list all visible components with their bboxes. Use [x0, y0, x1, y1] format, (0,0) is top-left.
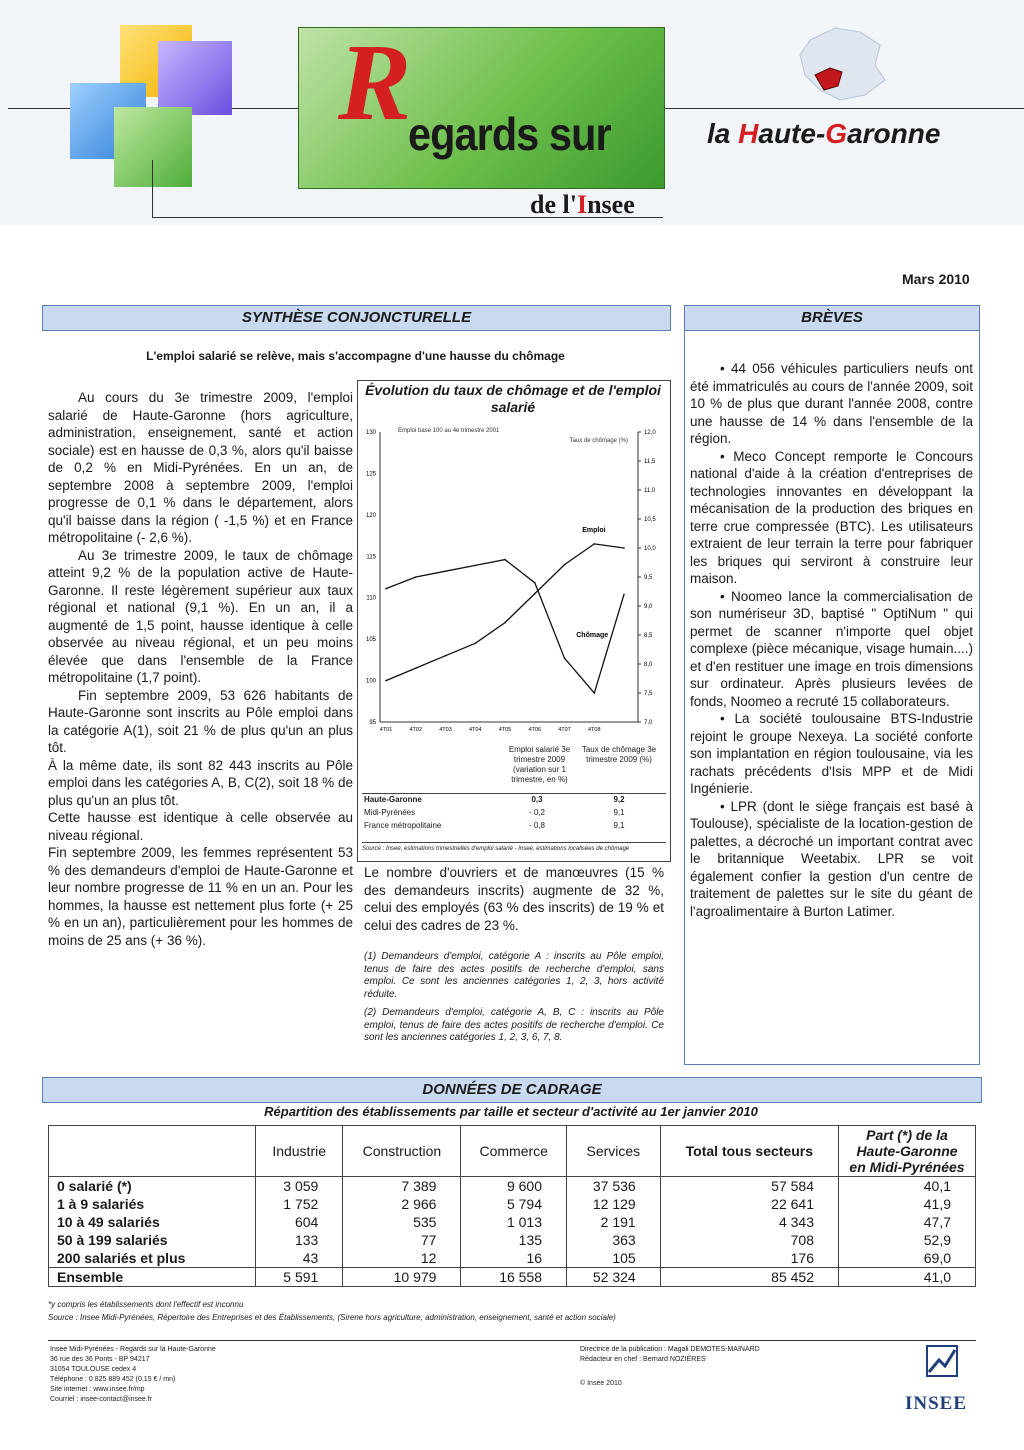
series-line-chômage	[386, 560, 624, 693]
table-cell: 363	[567, 1231, 661, 1249]
left-axis-label: Emploi base 100 au 4e trimestre 2001	[398, 428, 500, 434]
table-cell: 57 584	[660, 1177, 838, 1196]
synthese-mid-column	[364, 864, 664, 934]
table-cell: 5 591	[256, 1268, 343, 1287]
chart-svg	[358, 420, 668, 750]
chart-table-row	[362, 807, 666, 820]
data-point	[623, 594, 625, 596]
row-value: 9,1	[613, 808, 625, 817]
cadrage-note: *y compris les établissements dont l'effectif est inconnu	[48, 1300, 244, 1309]
footer-line: Rédacteur en chef : Bernard NOZIÈRES	[580, 1356, 706, 1363]
table-cell: 85 452	[660, 1268, 838, 1287]
table-cell: 3 059	[256, 1177, 343, 1196]
table-header-cell: Services	[567, 1126, 661, 1177]
paragraph: Au cours du 3e trimestre 2009, l'emploi salarié de Haute-Garonne (hors agriculture, administration, enseignement, santé et action sociale) est en hausse de 0,3 %, alors qu'il baisse de 0,2 % en Midi-Pyrénées. En un an, de septembre 2008 à septembre 2009, l'emploi progresse de 0,1 % dans le département, alors qu'il baisse dans la région ( -1,5 %) et en France métropolitaine (- 2,6 %).	[48, 390, 353, 545]
table-row	[49, 1177, 976, 1196]
x-tick-label: 4T04	[468, 727, 482, 733]
x-tick-label: 4T02	[409, 727, 423, 733]
breves-column	[690, 360, 973, 920]
x-tick-label: 4T03	[439, 727, 452, 733]
table-cell: 43	[256, 1249, 343, 1268]
table-cell: 12	[343, 1249, 461, 1268]
table-header-cell: Commerce	[461, 1126, 567, 1177]
table-cell: 9 600	[461, 1177, 567, 1196]
footer-line: Directrice de la publication : Magali DEMOTES-MAINARD	[580, 1346, 760, 1353]
x-tick-label: 4T08	[587, 727, 601, 733]
cadrage-subtitle: Répartition des établissements par taille et secteur d'activité au 1er janvier 2010	[264, 1104, 758, 1119]
table-cell: 10 979	[343, 1268, 461, 1287]
footer-line: © Insee 2010	[580, 1380, 622, 1387]
row-value: - 0,8	[528, 821, 545, 830]
table-cell: 708	[660, 1231, 838, 1249]
table-cell: 16 558	[461, 1268, 567, 1287]
table-cell: 4 343	[660, 1213, 838, 1231]
europe-map-icon	[780, 20, 900, 110]
row-label: France métropolitaine	[364, 821, 442, 830]
table-cell: 105	[567, 1249, 661, 1268]
breve-item: • Meco Concept remporte le Concours national d'aide à la création d'entreprises de technologies innovantes en développant la mécanisation de la production des briques en terre crue compressée (BTC). Les utilisateurs extraient de leur terrain la terre pour fabriquer les briques qui serviront à construire leur maison.	[690, 448, 973, 586]
data-point	[564, 564, 566, 566]
paragraph: Fin septembre 2009, 53 626 habitants de Haute-Garonne sont inscrits au Pôle emploi dans la catégorie A(1), soit 21 % de plus qu'un an plus tôt.	[48, 687, 353, 755]
paragraph: Fin septembre 2009, les femmes représentent 53 % des demandeurs d'emploi de Haute-Garonne et leur nombre progresse de 11 % en un an. Pour les hommes, la hausse est nettement plus forte (+ 25 % en un an), particulièrement pour les hommes de moins de 25 ans (+ 36 %).	[48, 845, 353, 948]
x-tick-label: 4T06	[528, 727, 542, 733]
left-tick-label: 120	[365, 512, 376, 519]
row-value: 0,3	[531, 795, 543, 804]
row-label: Ensemble	[49, 1268, 256, 1287]
table-cell: 52,9	[839, 1231, 976, 1249]
publication-title: R egards sur	[338, 21, 611, 160]
breve-item: • La société toulousaine BTS-Industrie rejoint le groupe Nexeya. La société conforte son implantation en région toulousaine, via les rachats précédents d'Isis MPP et de Midi Ingénierie.	[690, 711, 973, 796]
footnote-2: (2) Demandeurs d'emploi, catégorie A, B, C : inscrits au Pôle emploi, tenus de faire des actes positifs de recherche d'emploi. Ce sont les anciennes catégories 1, 2, 3, 6, 7, 8.	[364, 1007, 664, 1043]
paragraph: Le nombre d'ouvriers et de manœuvres (15 % des demandeurs inscrits) augmente de 32 %, celui des employés (63 % des inscrits) de 19 % et celui des cadres de 23 %.	[364, 865, 664, 933]
footer-line: Courriel : insee-contact@insee.fr	[50, 1396, 153, 1403]
region-title: la Haute-Garonne	[707, 118, 941, 149]
right-axis-label: Taux de chômage (%)	[569, 438, 628, 444]
left-tick-label: 130	[365, 430, 376, 436]
table-cell: 2 191	[567, 1213, 661, 1231]
table-cell: 22 641	[660, 1195, 838, 1213]
table-header-cell: Industrie	[256, 1126, 343, 1177]
row-label: 0 salarié (*)	[49, 1177, 256, 1196]
issue-date: Mars 2010	[902, 271, 970, 287]
table-cell: 135	[461, 1231, 567, 1249]
table-cell: 1 752	[256, 1195, 343, 1213]
right-tick-label: 9,5	[644, 575, 653, 581]
row-label: 1 à 9 salariés	[49, 1195, 256, 1213]
data-point	[504, 559, 506, 561]
chart-table-row	[362, 820, 666, 833]
right-tick-label: 11,5	[644, 459, 656, 465]
x-tick-label: 4T07	[558, 727, 571, 733]
data-point	[474, 565, 476, 567]
col-header: Emploi salarié 3e trimestre 2009 (variation sur 1 trimestre, en %)	[508, 745, 571, 784]
table-cell: 41,0	[839, 1268, 976, 1287]
data-point	[385, 588, 387, 590]
row-value: - 0,2	[528, 808, 545, 817]
table-cell: 77	[343, 1231, 461, 1249]
table-header-row	[49, 1126, 976, 1177]
de-l-insee: de l'Insee	[530, 190, 635, 219]
table-cell: 5 794	[461, 1195, 567, 1213]
row-label: Haute-Garonne	[364, 795, 422, 804]
chart-title: Évolution du taux de chômage et de l'emploi salarié	[365, 382, 661, 415]
left-tick-label: 110	[366, 595, 376, 602]
breve-item: • Noomeo lance la commercialisation de son numériseur 3D, baptisé " OptiNum " qui permet de scanner n'importe quel objet complexe (pièce mécanique, visage humain....) et d'en restituer une image en trois dimensions sur ordinateur. Après plusieurs levées de fonds, Noomeo a recruté 15 collaborateurs.	[690, 588, 973, 709]
breve-item: • 44 056 véhicules particuliers neufs ont été immatriculés au cours de l'année 2009, soit 10 % de plus que durant l'année 2008, contre une hausse de 14 % dans l'ensemble de la région.	[690, 361, 973, 446]
footnote-1: (1) Demandeurs d'emploi, catégorie A : inscrits au Pôle emploi, tenus de faire des actes positifs de recherche d'emploi, sans emploi. Ce sont les anciennes catégories 1, 2, 3, hors activité réduite.	[364, 951, 664, 1000]
table-cell: 176	[660, 1249, 838, 1268]
chart-source: Source : Insee, estimations trimestrielles d'emploi salarié - Insee, estimations localisées de chômage	[362, 842, 666, 854]
right-tick-label: 10,5	[644, 517, 656, 523]
table-cell: 41,9	[839, 1195, 976, 1213]
row-label: Midi-Pyrénées	[364, 808, 416, 817]
table-row	[49, 1231, 976, 1249]
right-tick-label: 8,5	[644, 633, 653, 639]
series-label-chomage: Chômage	[576, 632, 609, 639]
right-tick-label: 9,0	[644, 604, 653, 610]
table-cell: 47,7	[839, 1213, 976, 1231]
left-tick-label: 105	[365, 637, 376, 644]
paragraph: À la même date, ils sont 82 443 inscrits au Pôle emploi dans les catégories A, B, C(2), soit 18 % de plus qu'un an plus tôt.	[48, 757, 353, 808]
row-label: 50 à 199 salariés	[49, 1231, 256, 1249]
data-point	[593, 543, 595, 545]
table-cell: 1 013	[461, 1213, 567, 1231]
right-tick-label: 10,0	[644, 546, 656, 552]
table-cell: 133	[256, 1231, 343, 1249]
table-cell: 535	[343, 1213, 461, 1231]
left-tick-label: 100	[365, 678, 376, 685]
footer-line: 31054 TOULOUSE cedex 4	[50, 1366, 137, 1373]
right-tick-label: 12,0	[644, 430, 656, 436]
row-label: 200 salariés et plus	[49, 1249, 256, 1268]
data-point	[534, 593, 536, 595]
table-cell: 16	[461, 1249, 567, 1268]
right-tick-label: 8,0	[644, 662, 653, 668]
row-value: 9,2	[613, 795, 625, 804]
data-point	[415, 576, 417, 578]
table-cell: 12 129	[567, 1195, 661, 1213]
breves-heading: BRÈVES	[684, 305, 980, 331]
data-point	[474, 642, 476, 644]
synthese-left-column	[48, 389, 353, 949]
left-tick-label: 125	[365, 471, 376, 478]
right-tick-label: 7,5	[644, 691, 653, 697]
table-cell: 37 536	[567, 1177, 661, 1196]
table-row	[49, 1268, 976, 1287]
left-tick-label: 95	[369, 720, 376, 726]
insee-logo-icon	[905, 1342, 975, 1392]
breve-item: • LPR (dont le siège français est basé à Toulouse), spécialiste de la location-gestion de palettes, a décroché un important contrat avec le britannique Weetabix. LPR se voit également confier la gestion d'un centre de traitement de palettes sur le site du géant de l'agroalimentaire à Burton Latimer.	[690, 798, 973, 919]
table-cell: 7 389	[343, 1177, 461, 1196]
insee-logo-text: INSEE	[905, 1393, 968, 1414]
cadrage-source: Source : Insee Midi-Pyrénées, Répertoire des Entreprises et des Établissements, (Sirene hors agriculture, administration, enseignement, santé et action sociale)	[48, 1313, 616, 1322]
paragraph: Au 3e trimestre 2009, le taux de chômage atteint 9,2 % de la population active de Haute-Garonne. Il reste légèrement supérieur aux taux régional et national (9,1 %). En un an, il a augmenté de 1,5 point, hausse identique à celle observée au niveau régional, et un peu moins élevée que dans l'ensemble de la France métropolitaine (1,7 point).	[48, 547, 353, 685]
table-header-cell	[49, 1126, 256, 1177]
right-tick-label: 7,0	[644, 720, 653, 726]
footer-line: Site internet : www.insee.fr/mp	[50, 1386, 145, 1393]
table-row	[49, 1195, 976, 1213]
table-row	[49, 1249, 976, 1268]
x-tick-label: 4T01	[379, 727, 393, 733]
table-cell: 52 324	[567, 1268, 661, 1287]
data-point	[593, 692, 595, 694]
x-tick-label: 4T05	[498, 727, 512, 733]
data-point	[564, 657, 566, 659]
row-label: 10 à 49 salariés	[49, 1213, 256, 1231]
col-header: Taux de chômage 3e trimestre 2009 (%)	[581, 745, 657, 764]
table-row	[49, 1213, 976, 1231]
cadrage-table	[48, 1125, 976, 1287]
data-point	[623, 547, 625, 549]
synthese-subtitle: L'emploi salarié se relève, mais s'accompagne d'une hausse du chômage	[146, 349, 565, 363]
table-header-cell: Part (*) de la Haute-Garonne en Midi-Pyrénées	[839, 1126, 976, 1177]
left-tick-label: 115	[366, 554, 376, 561]
data-point	[504, 622, 506, 624]
footer-line: Téléphone : 0 825 889 452 (0,15 € / mn)	[50, 1376, 176, 1383]
right-tick-label: 11,0	[644, 488, 656, 494]
table-header-cell: Construction	[343, 1126, 461, 1177]
table-cell: 69,0	[839, 1249, 976, 1268]
data-point	[385, 680, 387, 682]
chart-table-row	[362, 794, 666, 807]
table-header-cell: Total tous secteurs	[660, 1126, 838, 1177]
insee-logo	[905, 1342, 975, 1417]
synthese-heading: SYNTHÈSE CONJONCTURELLE	[42, 305, 671, 331]
data-point	[445, 570, 447, 572]
series-label-emploi: Emploi	[582, 526, 606, 534]
table-cell: 40,1	[839, 1177, 976, 1196]
footer-line: Insee Midi-Pyrénées - Regards sur la Haute-Garonne	[50, 1346, 216, 1353]
cadrage-heading: DONNÉES DE CADRAGE	[42, 1077, 982, 1103]
data-point	[445, 655, 447, 657]
footer-rule	[48, 1340, 976, 1341]
data-point	[415, 667, 417, 669]
footer-left	[50, 1345, 216, 1405]
paragraph: Cette hausse est identique à celle observée au niveau régional.	[48, 810, 353, 843]
series-line-emploi	[386, 544, 624, 681]
table-cell: 2 966	[343, 1195, 461, 1213]
footer-right	[580, 1345, 760, 1389]
table-cell: 604	[256, 1213, 343, 1231]
footer-line: 36 rue des 36 Ponts - BP 94217	[50, 1356, 150, 1363]
row-value: 9,1	[613, 821, 625, 830]
data-point	[534, 582, 536, 584]
